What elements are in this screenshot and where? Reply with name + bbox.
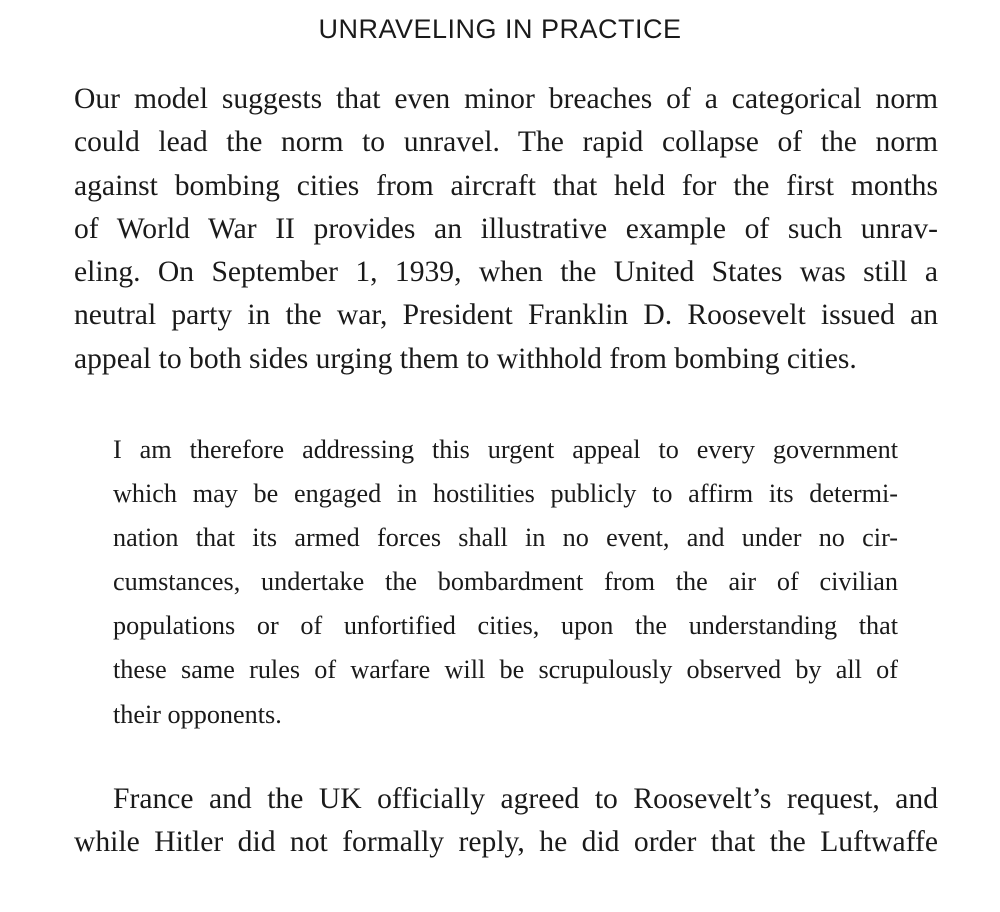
block-quote — [113, 428, 898, 737]
quote-line: these same rules of warfare will be scrupulously observed by all of — [113, 655, 898, 685]
quote-line: I am therefore addressing this urgent appeal to every government — [113, 435, 898, 464]
paragraph-line: appeal to both sides urging them to withhold from bombing cities. — [74, 342, 857, 375]
paragraph-line: France and the UK officially agreed to Roosevelt’s request, and — [113, 783, 938, 815]
paragraph-line: against bombing cities from aircraft that held for the first months — [74, 169, 938, 202]
body-paragraph-1 — [74, 78, 938, 381]
body-paragraph-2 — [74, 778, 938, 865]
quote-line: cumstances, undertake the bombardment from the air of civilian — [113, 567, 898, 597]
paragraph-line: could lead the norm to unravel. The rapid collapse of the norm — [74, 126, 938, 159]
quote-line: their opponents. — [113, 699, 282, 729]
paragraph-line: eling. On September 1, 1939, when the United States was still a — [74, 256, 938, 289]
paragraph-line: Our model suggests that even minor breaches of a categorical norm — [74, 83, 938, 115]
paragraph-line: while Hitler did not formally reply, he did order that the Luftwaffe — [74, 826, 938, 859]
quote-line: which may be engaged in hostilities publicly to affirm its determi- — [113, 479, 898, 509]
paragraph-line: neutral party in the war, President Franklin D. Roosevelt issued an — [74, 299, 938, 332]
quote-line: populations or of unfortified cities, upon the understanding that — [113, 611, 898, 641]
running-head: UNRAVELING IN PRACTICE — [318, 14, 682, 44]
paragraph-line: of World War II provides an illustrative example of such unrav- — [74, 212, 938, 245]
quote-line: nation that its armed forces shall in no event, and under no cir- — [113, 523, 898, 553]
